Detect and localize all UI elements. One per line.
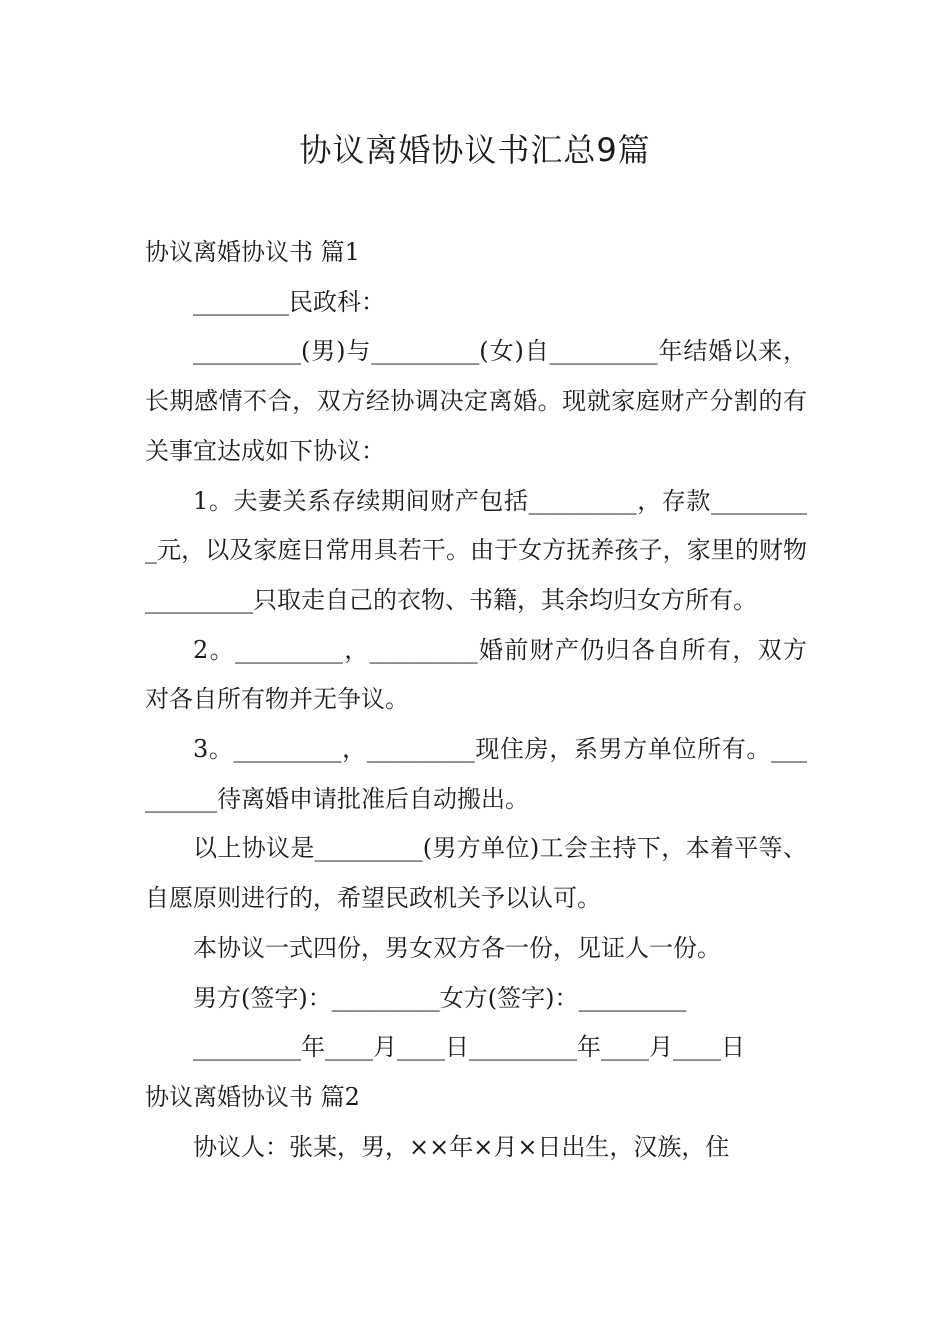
signature-line: 男方(签字)：_________女方(签字)：_________ [193,983,687,1012]
intro-paragraph: _________(男)与_________(女)自_________年结婚以来，长期感情不合，双方经协调决定离婚。现就家庭财产分割的有关事宜达成如下协议： [145,337,807,465]
date-line: _________年____月____日_________年____月____日 [193,1033,745,1062]
section-heading-1: 协议离婚协议书 篇1 [145,238,360,266]
parties-paragraph: 协议人：张某，男，××年×月×日出生，汉族，住 [193,1132,730,1161]
clause-2: 2。_________，_________婚前财产仍归各自所有，双方对各自所有物并无争议。 [145,635,807,714]
agreement-statement: 以上协议是_________(男方单位)工会主持下，本着平等、自愿原则进行的，希望民政机关予以认可。 [145,834,807,913]
section-heading-2: 协议离婚协议书 篇2 [145,1082,360,1111]
document-title: 协议离婚协议书汇总9篇 [299,131,651,169]
document-body [145,228,807,1172]
clause-3: 3。_________，_________现住房，系男方单位所有。_________待离婚申请批准后自动搬出。 [145,735,807,813]
clause-1: 1。夫妻关系存续期间财产包括_________，存款_________元，以及家庭日常用具若干。由于女方抚养孩子，家里的财物_________只取走自己的衣物、书籍，其余均归女方所有。 [145,486,807,614]
copies-statement: 本协议一式四份，男女双方各一份，见证人一份。 [193,933,721,962]
addressee-line: ________民政科： [193,287,385,316]
